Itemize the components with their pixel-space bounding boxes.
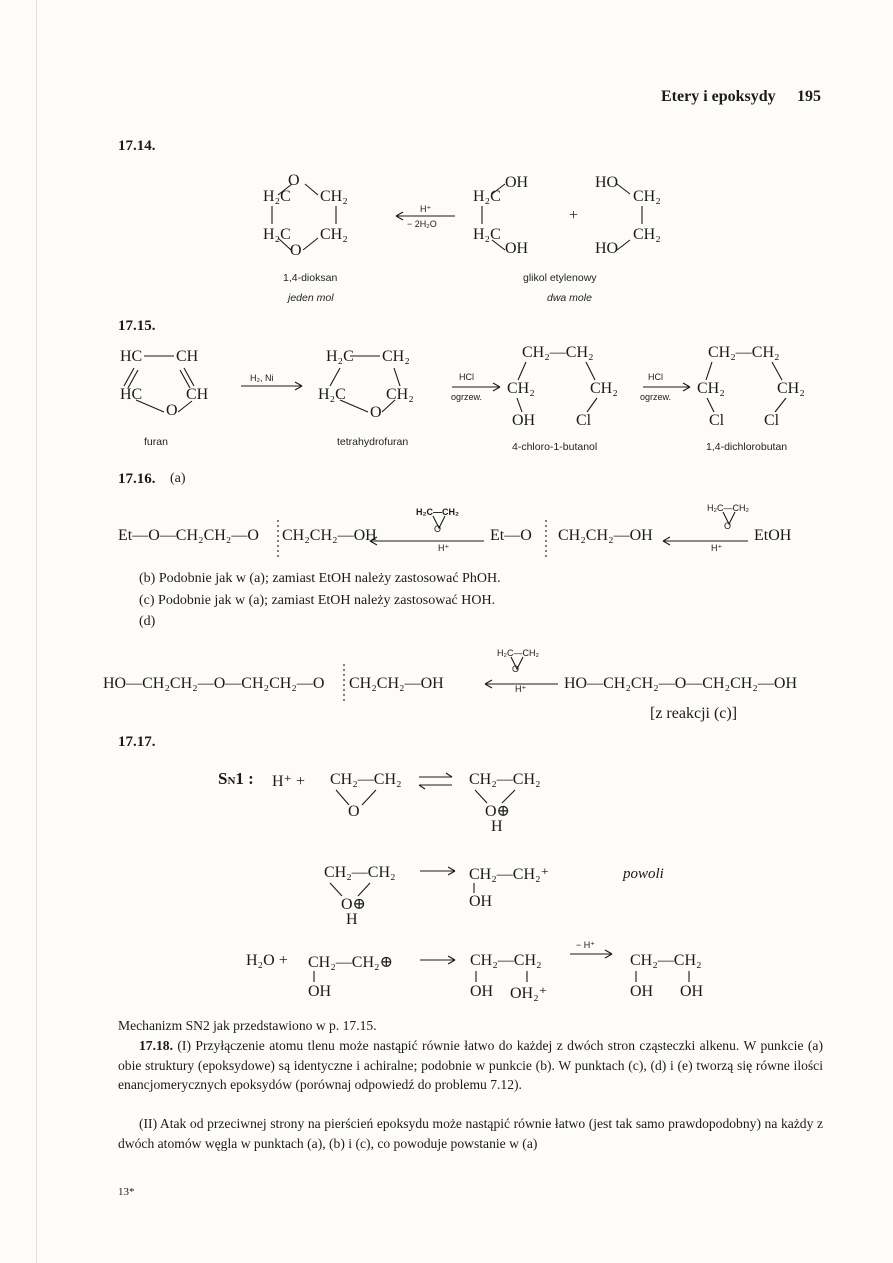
dioxane-ch2-bottom: CH₂ — [320, 226, 348, 243]
bond — [492, 240, 505, 250]
sn1-r1-product-h: H — [491, 818, 503, 835]
dioxane-arrow-bottom: − 2H₂O — [407, 219, 437, 229]
sn1-r2-left-h: H — [346, 911, 358, 928]
eq-d-right: HO—CH₂CH₂—O—CH₂CH₂—OH — [564, 675, 797, 692]
arrow — [643, 383, 690, 391]
dioxane-note: jeden mol — [288, 292, 334, 304]
bond — [775, 398, 786, 412]
arrow — [241, 382, 302, 390]
bond — [382, 400, 395, 412]
glycol-ch2-bottom: CH₂ — [633, 226, 661, 243]
dioxane-h2c-bottom: H₂C — [263, 226, 291, 243]
dichlorobutane-top: CH₂—CH₂ — [708, 344, 780, 361]
arrow-left — [485, 680, 558, 688]
chlorobutanol-oh: OH — [512, 412, 536, 429]
eq-a-right: Et—O — [490, 527, 532, 544]
sn1-r3-cation-oh: OH — [308, 983, 332, 1000]
problem-17-16-c: (c) Podobnie jak w (a); zamiast EtOH należy zastosować HOH. — [139, 593, 496, 608]
sn1-r1-epoxide-o: O — [348, 803, 360, 820]
glycol-note: dwa mole — [547, 292, 592, 304]
bond — [305, 184, 318, 195]
sn1-r3-oxonium-oh: OH — [470, 983, 494, 1000]
bond-double — [124, 368, 138, 388]
arrow-left — [370, 537, 484, 545]
sn1-r3-diol: CH₂—CH₂ — [630, 952, 702, 969]
slow-label: powoli — [623, 866, 664, 882]
dioxane-h2c-top: H₂C — [263, 188, 291, 205]
glycol-name: glikol etylenowy — [523, 272, 597, 284]
chloro-arrow-bottom: ogrzew. — [640, 392, 672, 402]
bond — [330, 368, 340, 386]
arrow-left — [663, 537, 748, 545]
sn1-r1-product: CH₂—CH₂ — [469, 771, 541, 788]
dioxane-o-bottom: O — [290, 242, 302, 259]
furan-arrow-label: H₂, Ni — [250, 373, 274, 383]
epoxide-bonds — [723, 512, 735, 524]
eq-d-mid: CH₂CH₂—OH — [349, 675, 444, 692]
page-number: 195 — [797, 88, 821, 105]
eq-a-end: EtOH — [754, 527, 792, 544]
glycol-ch2-top: CH₂ — [633, 188, 661, 205]
dichlorobutane-ch2-right: CH₂ — [777, 380, 805, 397]
dioxane-name: 1,4-dioksan — [283, 272, 338, 284]
bond — [136, 400, 164, 412]
bond — [476, 971, 527, 982]
epoxide-2-o: O — [724, 521, 732, 531]
problem-17-15-number: 17.15. — [118, 318, 156, 334]
problem-17-16-b: (b) Podobnie jak w (a); zamiast EtOH należy zastosować PhOH. — [139, 571, 501, 586]
bond — [518, 362, 526, 380]
furan-hc-bottom: HC — [120, 386, 143, 403]
furan-ch-bottom: CH — [186, 386, 209, 403]
sn1-r2-right: CH₂—CH₂⁺ — [469, 866, 550, 883]
problem-17-18-paragraph-1: 17.18. (I) Przyłączenie atomu tlenu może nastąpić równie łatwo do każdej z dwóch stron cząsteczki alkenu. W punkcie (a) obie struktury (epoksydowe) są identyczne i achiralne; podobnie w punkcie (b). W punktach (c), (d) i (e) tworzą się równe ilości enancjomerycznych epoksydów (porównaj odpowiedź do problemu 7.12). — [118, 1038, 823, 1092]
equilibrium-arrow-top — [419, 773, 452, 777]
sn1-r2-left-oplus: O⊕ — [341, 896, 366, 913]
sn1-label: SN1 : — [218, 769, 254, 788]
chloro-arrow-top: HCl — [648, 372, 663, 382]
eq-a-mid: CH₂CH₂—OH — [282, 527, 377, 544]
sn1-r3-left: H₂O + — [246, 952, 288, 969]
chlorobutanol-name: 4-chloro-1-butanol — [512, 441, 598, 453]
problem-17-16-d-label: (d) — [139, 614, 156, 629]
sn1-r1-epoxide: CH₂—CH₂ — [330, 771, 402, 788]
epoxide-1-hplus: H⁺ — [438, 543, 450, 553]
bond — [617, 184, 630, 194]
sn1-r1-product-oplus: O⊕ — [485, 803, 510, 820]
dioxane-o-top: O — [288, 172, 300, 189]
bond — [278, 238, 291, 250]
chlorobutanol-top: CH₂—CH₂ — [522, 344, 594, 361]
chlorobutanol-ch2-right: CH₂ — [590, 380, 618, 397]
bond — [586, 362, 595, 380]
furan-name: furan — [144, 436, 168, 448]
bond — [394, 368, 400, 386]
problem-17-16-a-label: (a) — [170, 471, 186, 486]
sn1-r3-oxonium-oh2: OH₂⁺ — [510, 985, 548, 1002]
thf-h2c-top: H₂C — [326, 348, 354, 365]
sn1-r3-oxonium: CH₂—CH₂ — [470, 952, 542, 969]
thf-arrow-top: HCl — [459, 372, 474, 382]
bond — [178, 401, 192, 412]
thf-h2c-bottom: H₂C — [318, 386, 346, 403]
signature-mark: 13* — [118, 1186, 135, 1198]
glycol-ho-bottom: HO — [595, 240, 619, 257]
sn1-r2-left: CH₂—CH₂ — [324, 864, 396, 881]
furan-ch-top: CH — [176, 348, 199, 365]
bond — [278, 184, 292, 195]
glycol-h2c-top: H₂C — [473, 188, 501, 205]
problem-17-18-number: 17.18. — [139, 1038, 173, 1053]
dichlorobutane-cl-left: Cl — [709, 412, 725, 429]
running-header-title: Etery i epoksydy — [661, 88, 776, 105]
dichlorobutane-cl-right: Cl — [764, 412, 780, 429]
epoxide-bonds — [433, 516, 445, 528]
glycol-oh-top: OH — [505, 174, 529, 191]
sn1-r3-cation: CH₂—CH₂⊕ — [308, 954, 394, 971]
dioxane-arrow-top: H⁺ — [420, 204, 432, 214]
mechanism-sn2-note: Mechanizm SN2 jak przedstawiono w p. 17.15. — [118, 1018, 377, 1033]
epoxide-2-label: H₂C—CH₂ — [707, 503, 749, 513]
bond — [706, 362, 712, 380]
bond — [636, 971, 689, 982]
thf-arrow-bottom: ogrzew. — [451, 392, 483, 402]
problem-17-18-paragraph-2: (II) Atak od przeciwnej strony na pierścień epoksydu może nastąpić równie łatwo (jest tak samo prawdopodobny) na każdy z dwóch atomów węgla w punktach (a), (b) i (c), co powoduje powstanie w (a) — [118, 1116, 823, 1151]
epoxide-bonds — [475, 790, 515, 803]
bond — [303, 238, 318, 250]
bond — [340, 400, 368, 412]
eq-d-note: [z reakcji (c)] — [650, 705, 738, 722]
bond — [707, 398, 714, 412]
arrow — [420, 867, 455, 875]
epoxide-bonds — [336, 790, 376, 805]
epoxide-1-o: O — [434, 524, 442, 534]
sn1-r3-diol-oh1: OH — [630, 983, 654, 1000]
thf-ch2-bottom: CH₂ — [386, 386, 414, 403]
epoxide-bonds — [511, 657, 523, 669]
glycol-plus: + — [569, 207, 579, 224]
chlorobutanol-cl: Cl — [576, 412, 592, 429]
glycol-ho-top: HO — [595, 174, 619, 191]
arrow — [420, 956, 455, 964]
problem-17-17-number: 17.17. — [118, 734, 156, 750]
thf-name: tetrahydrofuran — [337, 436, 409, 448]
furan-o: O — [166, 402, 178, 419]
glycol-h2c-bottom: H₂C — [473, 226, 501, 243]
arrow — [570, 950, 612, 958]
chlorobutanol-ch2-left: CH₂ — [507, 380, 535, 397]
sn1-r1-left: H⁺ + — [272, 773, 306, 790]
bond — [587, 398, 597, 412]
epoxide-3-o: O — [512, 664, 520, 674]
bond — [492, 184, 505, 194]
eq-a-left: Et—O—CH₂CH₂—O — [118, 527, 259, 544]
bond-double — [180, 368, 194, 388]
furan-hc-top: HC — [120, 348, 143, 365]
equilibrium-arrow-bottom — [419, 785, 452, 789]
glycol-oh-bottom: OH — [505, 240, 529, 257]
problem-17-16-number: 17.16. — [118, 471, 156, 487]
thf-ch2-top: CH₂ — [382, 348, 410, 365]
epoxide-2-hplus: H⁺ — [711, 543, 723, 553]
bond — [772, 362, 782, 380]
bond — [517, 398, 522, 412]
sn1-r3-arrow-label: − H⁺ — [576, 940, 596, 950]
eq-a-right2: CH₂CH₂—OH — [558, 527, 653, 544]
epoxide-1-label: H₂C—CH₂ — [416, 507, 459, 517]
eq-d-left: HO—CH₂CH₂—O—CH₂CH₂—O — [103, 675, 325, 692]
sn1-r2-right-oh: OH — [469, 893, 493, 910]
thf-o: O — [370, 404, 382, 421]
problem-17-14-number: 17.14. — [118, 138, 156, 154]
epoxide-bonds — [330, 883, 370, 896]
sn1-r3-diol-oh2: OH — [680, 983, 704, 1000]
dichlorobutane-name: 1,4-dichlorobutan — [706, 441, 788, 453]
bond — [617, 240, 630, 250]
dichlorobutane-ch2-left: CH₂ — [697, 380, 725, 397]
arrow — [452, 383, 500, 391]
epoxide-3-hplus: H⁺ — [515, 684, 527, 694]
epoxide-3-label: H₂C—CH₂ — [497, 648, 539, 658]
dioxane-ch2-top: CH₂ — [320, 188, 348, 205]
